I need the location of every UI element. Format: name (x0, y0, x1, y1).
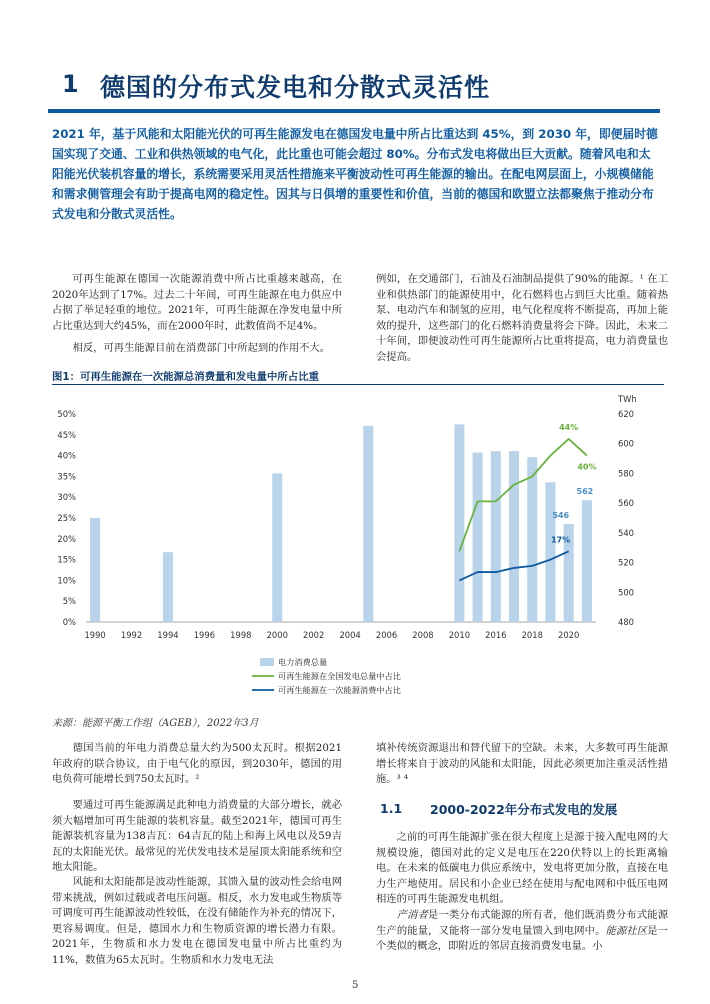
body-text: 是一类分布式能源的所有者，他们既消费分布式能源生产的能量，又能将一部分发电量馈入到电网中。 (376, 909, 669, 937)
figure-title: 图1：可再生能源在一次能源总消费量和发电量中所占比重 (52, 371, 319, 383)
body-paragraph: 之前的可再生能源扩张在很大程度上是源于接入配电网的大规模设施，德国对此的定义是电压在220伏特以上的长距离输电。在未来的低碳电力供应系统中，发电将更加分散，直接在电力生产地使用。居民和小企业已经在使用与配电网和中低压电网相连的可再生能源发电机组。 (376, 831, 668, 906)
legend-label: 电力消费总量 (278, 657, 328, 667)
subsection-number: 1.1 (380, 801, 403, 816)
consumption-bar (582, 500, 592, 622)
data-label: 17% (551, 535, 571, 545)
consumption-bar (272, 473, 282, 622)
body-paragraph: 可再生能源在德国一次能源消费中所占比重越来越高，在2020年达到了17%。过去二十年间，可再生能源在电力供应中占据了举足轻重的地位。2021年，可再生能源在净发电量中所占比重达到大约45%，而在2000年时，此数值尚不足4%。 (52, 273, 342, 332)
consumption-bar (90, 518, 100, 622)
x-tick-label: 2000 (266, 630, 288, 640)
legend-label: 可再生能源在一次能源消费中占比 (278, 685, 401, 695)
x-tick-label: 2020 (558, 630, 580, 640)
y-right-tick-label: 560 (618, 498, 634, 509)
y-left-tick-label: 40% (57, 450, 76, 461)
body-paragraph: 填补传统资源退出和替代留下的空缺。未来，大多数可再生能源增长将来自于波动的风能和太阳能，因此必须更加注重灵活性措施。³ ⁴ (376, 742, 668, 786)
body-text: 是一个类似的概念，即附近的邻居直接消费发电量。小 (376, 924, 669, 953)
consumption-bar (509, 451, 519, 622)
y-left-tick-label: 0% (62, 617, 76, 627)
consumption-bar (454, 424, 464, 622)
consumption-bar (363, 426, 373, 622)
y-left-tick-label: 15% (57, 554, 76, 565)
x-tick-label: 2008 (412, 630, 434, 640)
y-left-tick-label: 30% (57, 492, 76, 503)
renewables-chart (40, 388, 670, 710)
consumption-bar (491, 451, 501, 622)
y-right-tick-label: 520 (618, 557, 634, 568)
consumption-bar (527, 457, 537, 622)
x-tick-label: 1996 (193, 630, 216, 640)
y-right-tick-label: 480 (618, 617, 634, 627)
legend-swatch (260, 658, 274, 666)
consumption-bar (163, 552, 173, 622)
y-right-tick-label: 580 (618, 468, 634, 479)
section-title: 德国的分布式发电和分散式灵活性 (100, 73, 491, 102)
x-tick-label: 1998 (230, 630, 252, 640)
y-right-tick-label: 600 (618, 438, 634, 449)
y-left-tick-label: 35% (57, 471, 76, 482)
legend-label: 可再生能源在全国发电总量中占比 (278, 671, 401, 681)
body-paragraph: 风能和太阳能都是波动性能源，其馈入量的波动性会给电网带来挑战，例如过载或者电压问题。相反，水力发电或生物质等可调度可再生能源波动性较低，在没有储能作为补充的情况下，更容易调度。但是，德国水力和生物质资源的增长潜力有限。2021年，生物质和水力发电在德国发电量中所占比重约为11%，数值为65太瓦时。生物质和水力发电无法 (52, 876, 342, 966)
data-label: 44% (559, 422, 579, 432)
y-right-tick-label: 540 (618, 527, 634, 538)
y-left-tick-label: 5% (62, 596, 76, 607)
subsection-title: 2000-2022年分布式发电的发展 (430, 802, 618, 817)
figure-source: 来源：能源平衡工作组（AGEB），2022年3月 (52, 718, 259, 729)
intro-summary: 2021 年，基于风能和太阳能光伏的可再生能源发电在德国发电量中所占比重达到 45%，到 2030 年，即便届时德国实现了交通、工业和供热领域的电气化，此比重也可能会超过 80%。分布式发电将做出巨大贡献。随着风电和太阳能光伏装机容量的增长，系统需要采用灵活性措施来平衡波动性可再生能源的输出。在配电网层面上，小规模储能和需求侧管理会有助于提高电网的稳定性。因其与日俱增的重要性和价值，当前的德国和欧盟立法都聚焦于推动分布式发电和分散式灵活性。 (52, 127, 658, 221)
y-left-tick-label: 50% (57, 409, 76, 419)
y-left-tick-label: 45% (57, 429, 76, 440)
y-right-tick-label: 620 (618, 409, 634, 419)
x-tick-label: 1992 (120, 630, 143, 640)
section-divider (48, 109, 660, 113)
y-left-tick-label: 20% (57, 533, 76, 544)
x-tick-label: 2018 (521, 630, 543, 640)
data-label: 546 (552, 510, 570, 520)
x-tick-label: 2004 (339, 630, 361, 640)
x-tick-label: 2002 (303, 630, 325, 640)
section-number: 1 (62, 70, 79, 98)
data-label: 40% (577, 462, 597, 472)
y-right-unit-label: TWh (618, 394, 637, 404)
x-tick-label: 2016 (485, 630, 507, 640)
body-paragraph: 德国当前的年电力消费总量大约为500太瓦时。根据2021年政府的联合协议，由于电气化的原因，到2030年，德国的用电负荷可能增长到750太瓦时。² (52, 742, 342, 786)
page-number: 5 (352, 980, 359, 991)
x-tick-label: 1994 (157, 630, 179, 640)
consumption-bar (545, 482, 555, 622)
data-label: 562 (576, 487, 594, 497)
term-prosumer: 产消者 (396, 909, 428, 921)
term-energy-community: 能源社区 (605, 924, 648, 937)
y-left-tick-label: 10% (57, 575, 76, 586)
x-tick-label: 2006 (375, 630, 398, 640)
figure-divider (52, 384, 664, 385)
y-right-tick-label: 500 (618, 587, 634, 598)
body-paragraph: 要通过可再生能源满足此种电力消费量的大部分增长，就必须大幅增加可再生能源的装机容量。截至2021年，德国可再生能源装机容量为138吉瓦：64吉瓦的陆上和海上风电以及59吉瓦的太阳能光伏。最常见的光伏发电技术是屋顶太阳能系统和空地太阳能。 (52, 799, 342, 874)
body-paragraph (376, 908, 668, 955)
x-tick-label: 1990 (84, 630, 106, 640)
y-left-tick-label: 25% (57, 513, 76, 523)
body-paragraph: 相反，可再生能源目前在消费部门中所起到的作用不大。 (72, 342, 331, 354)
x-tick-label: 2010 (448, 630, 471, 640)
consumption-bar (473, 453, 483, 622)
body-paragraph: 例如，在交通部门，石油及石油制品提供了90%的能源。¹ 在工业和供热部门的能源使用中，化石燃料也占到巨大比重。随着热泵、电动汽车和制氢的应用，电气化程度将不断提高，再加上能效的提升，这些部门的化石燃料消费量将会下降。因此，未来二十年间，即便波动性可再生能源所占比重将提高，电力消费量也会提高。 (376, 273, 668, 363)
